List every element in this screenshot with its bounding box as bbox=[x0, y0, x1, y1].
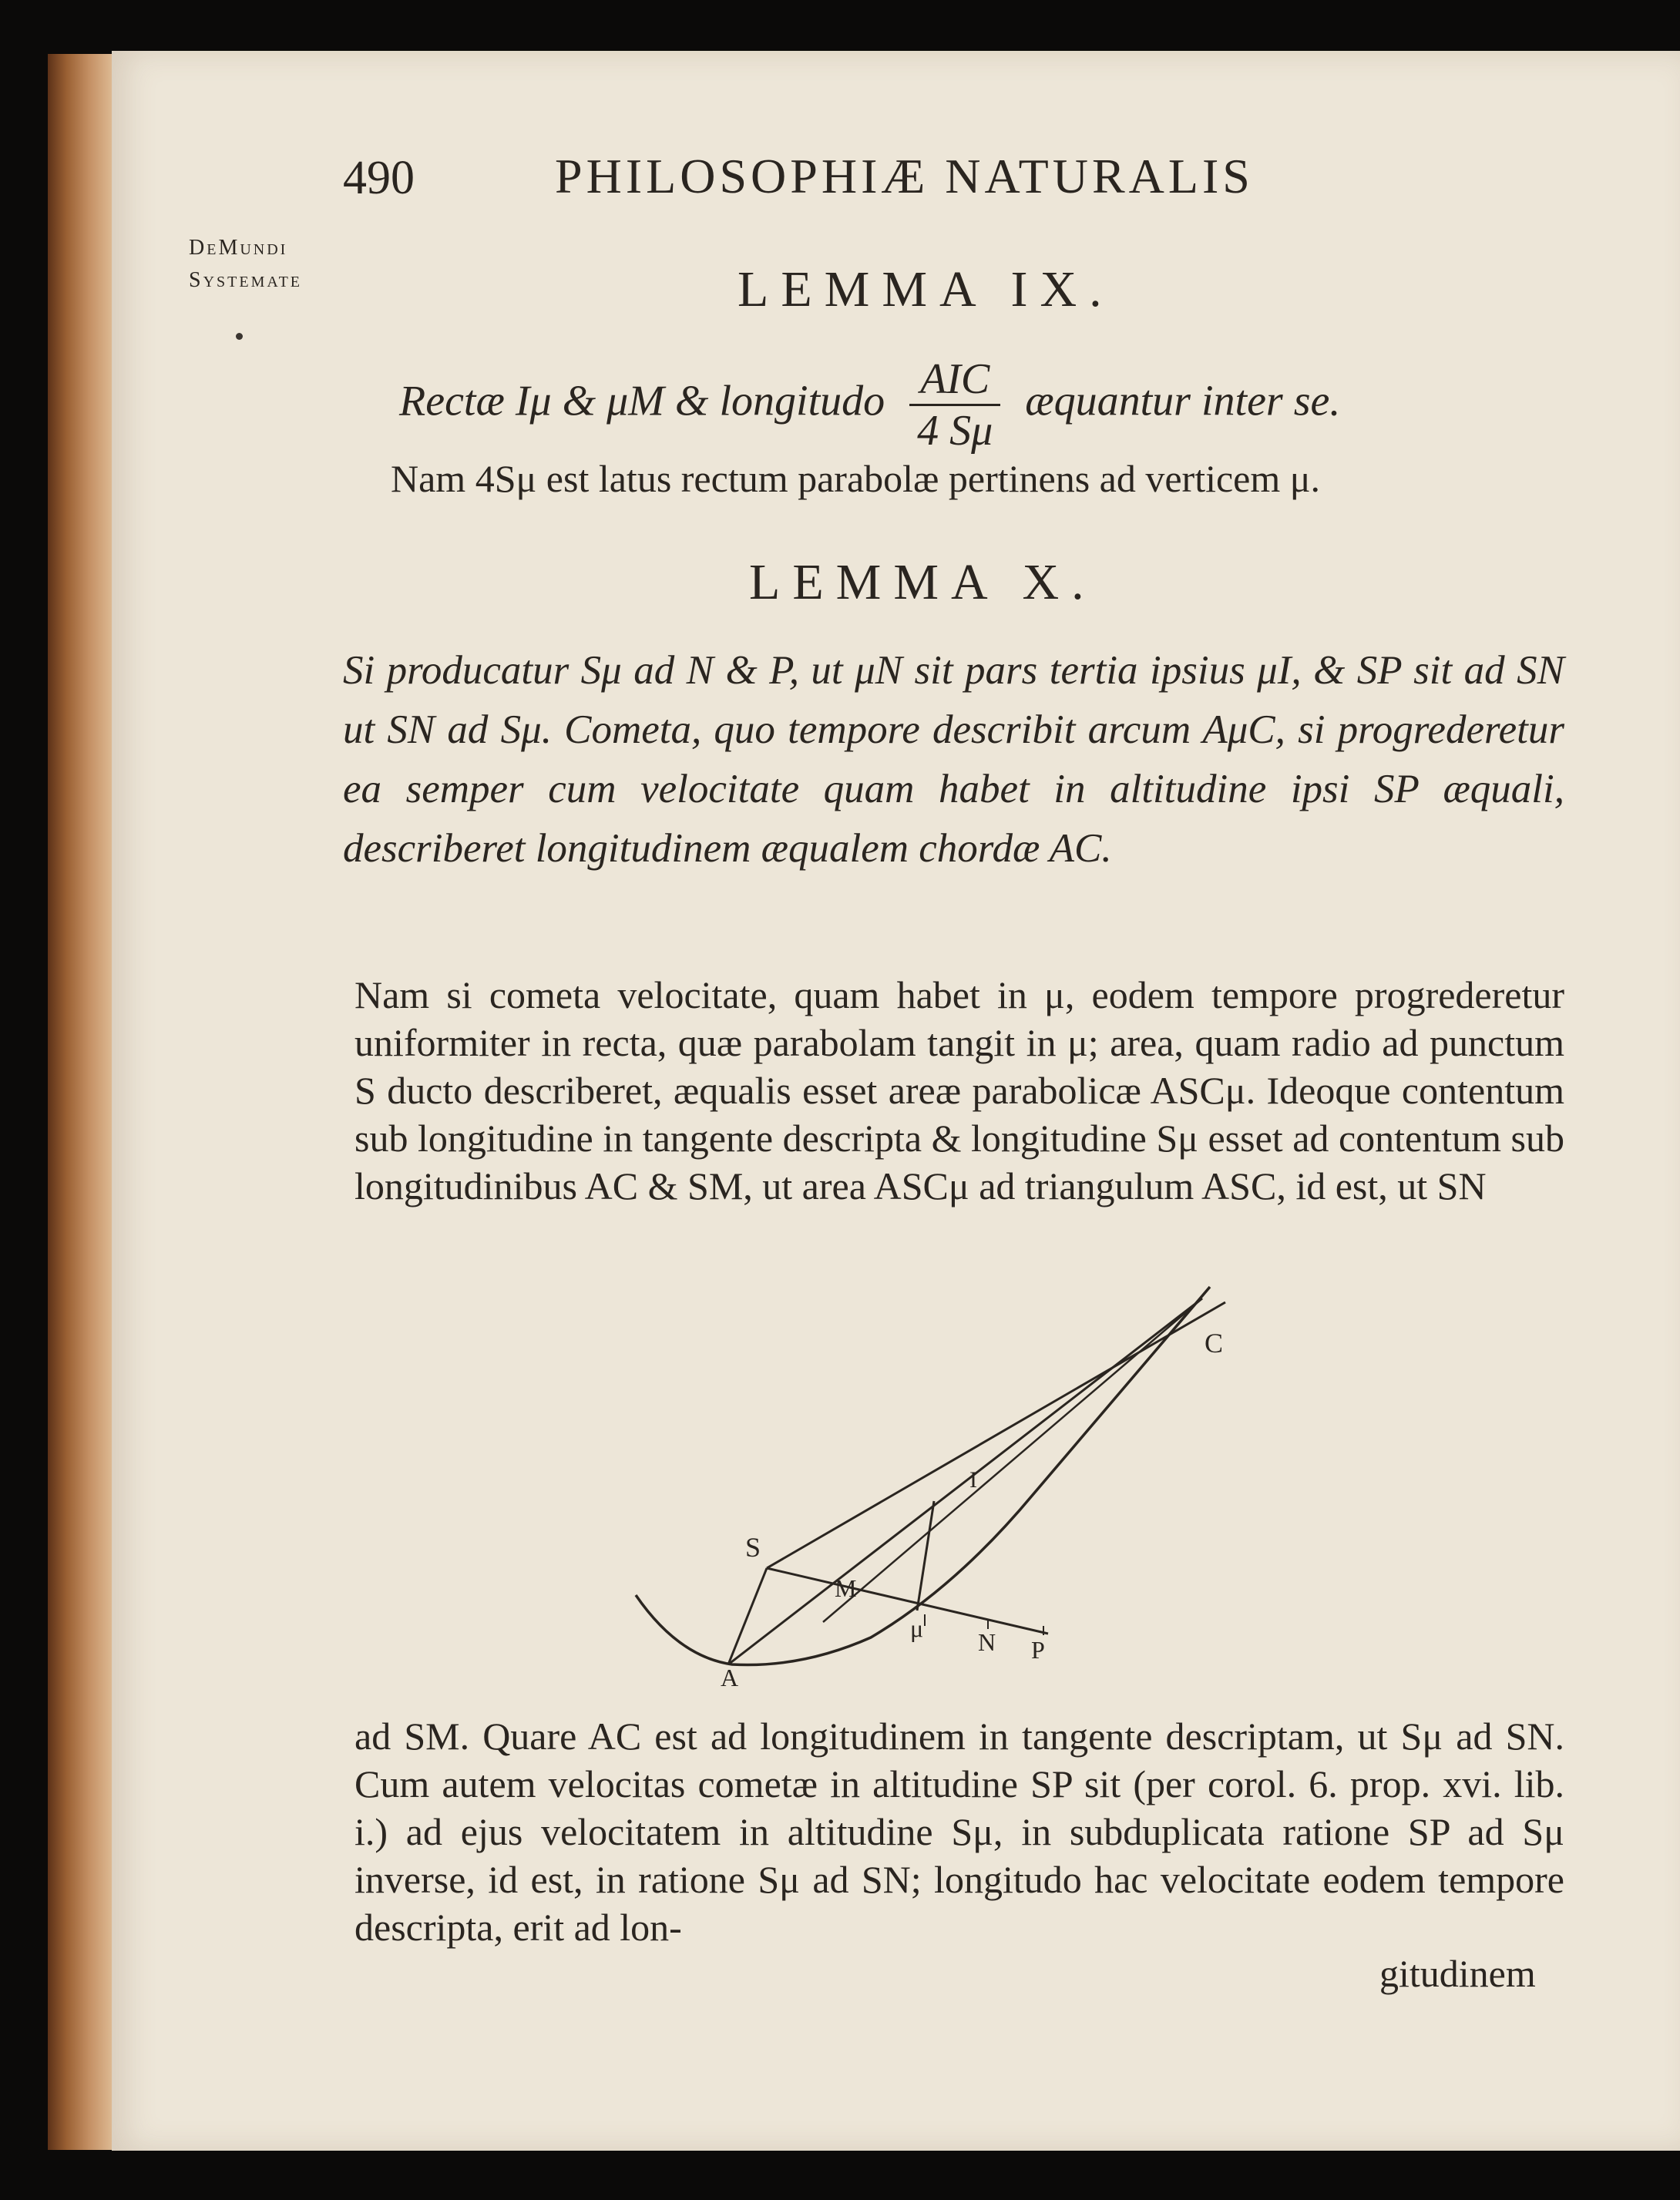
label-c: C bbox=[1205, 1328, 1224, 1359]
line-sc bbox=[767, 1302, 1225, 1568]
lemma-9-statement bbox=[399, 354, 1340, 455]
margin-note-line1: DeMundi bbox=[189, 236, 288, 260]
label-s: S bbox=[745, 1532, 761, 1563]
margin-note-line2: Systemate bbox=[189, 268, 303, 292]
lemma-9-text: Nam 4Sμ est latus rectum parabolæ pertinens ad verticem μ. bbox=[391, 457, 1321, 500]
paragraph-1: Nam si cometa velocitate, quam habet in μ, eodem tempore progrederetur uniformiter in recta, quæ parabolam tangit in μ; area, quam radio ad punctum S ducto describeret, æqualis esset areæ parabolicæ ASCμ. Ideoque contentum sub longitudine in tangente descripta & longitudine Sμ esset ad contentum sub longitudinibus AC & SM, ut area ASCμ ad triangulum ASC, id est, ut SN bbox=[354, 973, 1564, 1207]
label-a: A bbox=[721, 1664, 739, 1691]
lemma-9-statement-tail: æquantur inter se. bbox=[1025, 377, 1341, 425]
lemma-10-statement: Si producatur Sμ ad N & P, ut μN sit pars tertia ipsius μI, & SP sit ad SN ut SN ad Sμ. Cometa, quo tempore describit arcum AμC, si progrederetur ea semper cum velocitate quam habet in altitudine ipsi SP æquali, describeret longitudinem æqualem chordæ AC. bbox=[343, 648, 1564, 871]
parabola-diagram bbox=[601, 1264, 1295, 1695]
paragraph-2: ad SM. Quare AC est ad longitudinem in tangente descriptam, ut Sμ ad SN. Cum autem velocitas cometæ in altitudine SP sit (per corol. 6. prop. xvi. lib. i.) ad ejus velocitatem in altitudine Sμ, in subduplicata ratione SP ad Sμ inverse, id est, in ratione Sμ ad SN; longitudo hac velocitate eodem tempore descripta, erit ad lon- bbox=[354, 1715, 1564, 1949]
lemma-9-fraction bbox=[909, 354, 1000, 455]
parabola-curve bbox=[636, 1287, 1210, 1665]
catchword: gitudinem bbox=[1379, 1952, 1536, 1995]
running-title: PHILOSOPHIÆ NATURALIS bbox=[555, 149, 1254, 203]
label-p: P bbox=[1031, 1636, 1045, 1664]
chord-ac bbox=[728, 1298, 1202, 1664]
label-m: M bbox=[835, 1574, 857, 1602]
page-number: 490 bbox=[343, 152, 415, 204]
lemma-9-statement-lead: Rectæ Iμ & μM & longitudo bbox=[399, 377, 885, 425]
lemma-9-heading: LEMMA IX. bbox=[738, 261, 1114, 317]
label-mu: μ bbox=[910, 1614, 924, 1642]
fraction-denominator: 4 Sμ bbox=[909, 404, 1000, 455]
label-n: N bbox=[978, 1628, 996, 1656]
margin-dot bbox=[236, 333, 243, 340]
tangent-line bbox=[823, 1298, 1202, 1622]
label-i: I bbox=[969, 1467, 977, 1493]
lemma-10-heading: LEMMA X. bbox=[749, 554, 1097, 610]
fraction-numerator: AIC bbox=[920, 355, 990, 403]
